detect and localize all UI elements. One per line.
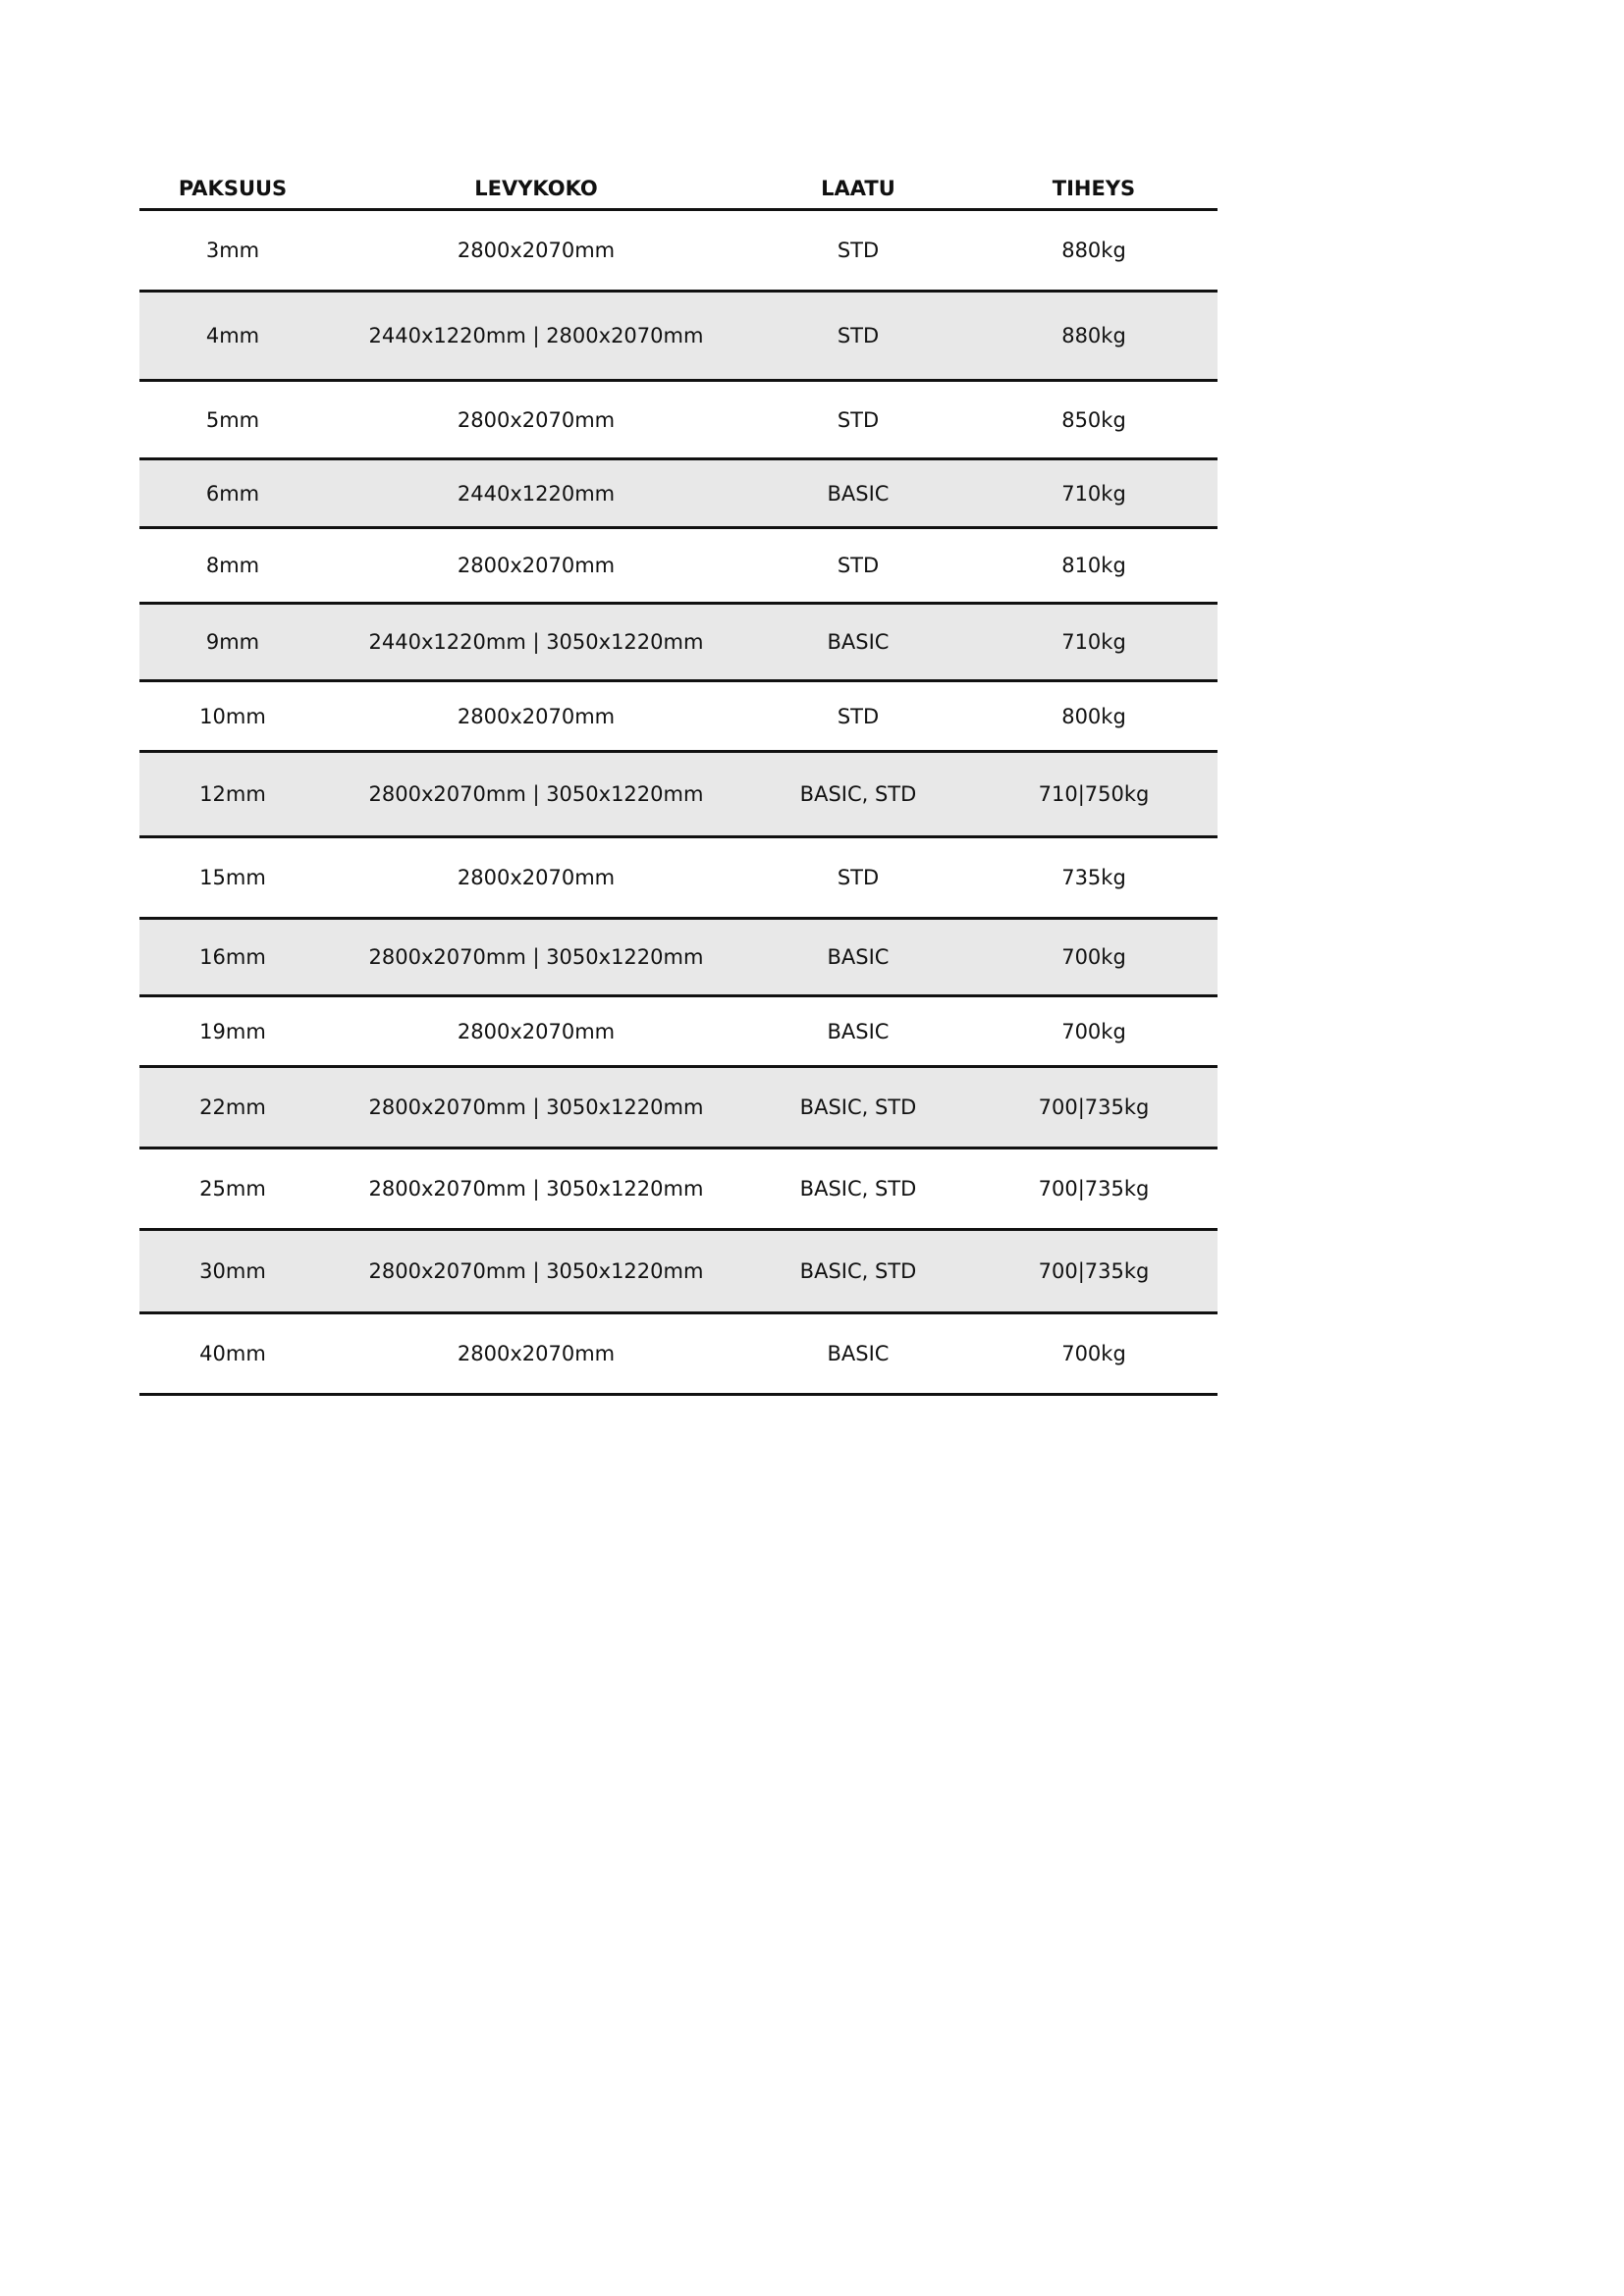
cell-laatu: BASIC bbox=[746, 604, 970, 681]
cell-tiheys: 735kg bbox=[970, 837, 1218, 919]
cell-levykoko: 2800x2070mm | 3050x1220mm bbox=[326, 752, 746, 837]
cell-laatu: BASIC, STD bbox=[746, 752, 970, 837]
cell-laatu: BASIC, STD bbox=[746, 1148, 970, 1230]
table-row bbox=[139, 681, 1218, 752]
cell-laatu: STD bbox=[746, 292, 970, 381]
cell-tiheys: 700|735kg bbox=[970, 1148, 1218, 1230]
cell-tiheys: 710kg bbox=[970, 604, 1218, 681]
cell-levykoko: 2800x2070mm | 3050x1220mm bbox=[326, 1067, 746, 1148]
table-row bbox=[139, 381, 1218, 459]
cell-laatu: BASIC bbox=[746, 919, 970, 996]
cell-tiheys: 700|735kg bbox=[970, 1230, 1218, 1313]
cell-tiheys: 700kg bbox=[970, 919, 1218, 996]
cell-tiheys: 800kg bbox=[970, 681, 1218, 752]
table-row bbox=[139, 996, 1218, 1067]
cell-paksuus: 9mm bbox=[139, 604, 326, 681]
cell-tiheys: 880kg bbox=[970, 210, 1218, 292]
cell-laatu: STD bbox=[746, 681, 970, 752]
cell-tiheys: 700kg bbox=[970, 1313, 1218, 1395]
cell-laatu: STD bbox=[746, 528, 970, 604]
cell-levykoko: 2800x2070mm | 3050x1220mm bbox=[326, 919, 746, 996]
header-tiheys: TIHEYS bbox=[970, 169, 1218, 210]
cell-tiheys: 850kg bbox=[970, 381, 1218, 459]
cell-paksuus: 6mm bbox=[139, 459, 326, 528]
cell-paksuus: 8mm bbox=[139, 528, 326, 604]
cell-levykoko: 2440x1220mm | 3050x1220mm bbox=[326, 604, 746, 681]
cell-paksuus: 15mm bbox=[139, 837, 326, 919]
cell-laatu: BASIC, STD bbox=[746, 1230, 970, 1313]
cell-levykoko: 2800x2070mm bbox=[326, 381, 746, 459]
cell-paksuus: 40mm bbox=[139, 1313, 326, 1395]
cell-paksuus: 10mm bbox=[139, 681, 326, 752]
cell-levykoko: 2800x2070mm | 3050x1220mm bbox=[326, 1148, 746, 1230]
cell-paksuus: 16mm bbox=[139, 919, 326, 996]
header-laatu: LAATU bbox=[746, 169, 970, 210]
cell-tiheys: 700kg bbox=[970, 996, 1218, 1067]
cell-paksuus: 22mm bbox=[139, 1067, 326, 1148]
cell-levykoko: 2800x2070mm bbox=[326, 681, 746, 752]
cell-paksuus: 4mm bbox=[139, 292, 326, 381]
cell-laatu: STD bbox=[746, 210, 970, 292]
cell-levykoko: 2800x2070mm | 3050x1220mm bbox=[326, 1230, 746, 1313]
cell-tiheys: 700|735kg bbox=[970, 1067, 1218, 1148]
table-row bbox=[139, 1067, 1218, 1148]
cell-paksuus: 5mm bbox=[139, 381, 326, 459]
table-row bbox=[139, 1313, 1218, 1395]
cell-levykoko: 2800x2070mm bbox=[326, 210, 746, 292]
table-row bbox=[139, 837, 1218, 919]
cell-laatu: STD bbox=[746, 381, 970, 459]
cell-paksuus: 25mm bbox=[139, 1148, 326, 1230]
cell-levykoko: 2440x1220mm bbox=[326, 459, 746, 528]
table-row bbox=[139, 752, 1218, 837]
cell-levykoko: 2800x2070mm bbox=[326, 1313, 746, 1395]
cell-paksuus: 12mm bbox=[139, 752, 326, 837]
table-row bbox=[139, 919, 1218, 996]
cell-laatu: BASIC bbox=[746, 996, 970, 1067]
cell-tiheys: 880kg bbox=[970, 292, 1218, 381]
table-row bbox=[139, 604, 1218, 681]
table-row bbox=[139, 1148, 1218, 1230]
table-row bbox=[139, 292, 1218, 381]
cell-paksuus: 19mm bbox=[139, 996, 326, 1067]
table-row bbox=[139, 528, 1218, 604]
spec-table bbox=[139, 169, 1218, 1396]
cell-levykoko: 2800x2070mm bbox=[326, 528, 746, 604]
cell-tiheys: 810kg bbox=[970, 528, 1218, 604]
table-row bbox=[139, 210, 1218, 292]
cell-levykoko: 2800x2070mm bbox=[326, 837, 746, 919]
header-levykoko: LEVYKOKO bbox=[326, 169, 746, 210]
cell-paksuus: 30mm bbox=[139, 1230, 326, 1313]
cell-laatu: BASIC bbox=[746, 1313, 970, 1395]
cell-paksuus: 3mm bbox=[139, 210, 326, 292]
header-row bbox=[139, 169, 1218, 210]
cell-laatu: STD bbox=[746, 837, 970, 919]
cell-laatu: BASIC bbox=[746, 459, 970, 528]
header-paksuus: PAKSUUS bbox=[139, 169, 326, 210]
cell-tiheys: 710|750kg bbox=[970, 752, 1218, 837]
table-row bbox=[139, 459, 1218, 528]
cell-tiheys: 710kg bbox=[970, 459, 1218, 528]
table-row bbox=[139, 1230, 1218, 1313]
cell-laatu: BASIC, STD bbox=[746, 1067, 970, 1148]
cell-levykoko: 2800x2070mm bbox=[326, 996, 746, 1067]
cell-levykoko: 2440x1220mm | 2800x2070mm bbox=[326, 292, 746, 381]
